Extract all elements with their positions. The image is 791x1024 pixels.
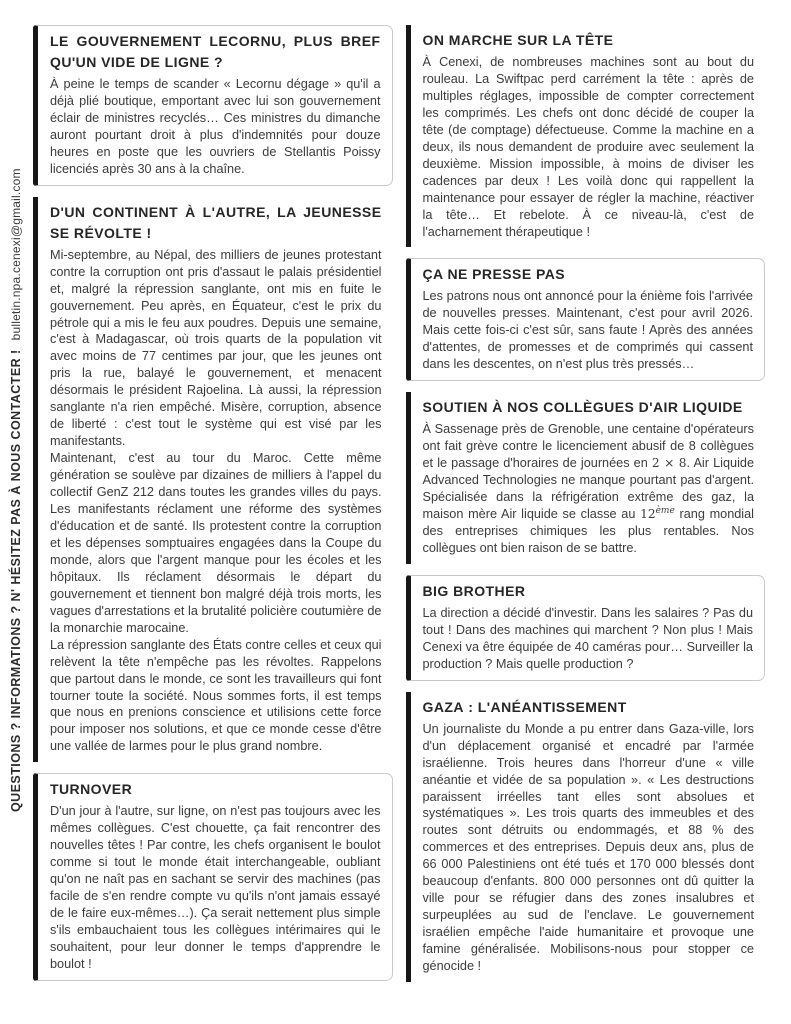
article-title: BIG BROTHER	[422, 582, 526, 599]
text-run-math: 2 × 8	[651, 456, 687, 471]
article-paragraph: Maintenant, c'est au tour du Maroc. Cette même génération se soulève par dizaines de milliers à l'appel du collectif GenZ 212 dans toutes les grandes villes du pays. Les manifestants réclament une réforme des systèmes d'éducation et de santé. Ils protestent contre la corruption et les dépenses somptuaires engagées dans la Coupe du monde, alors que l'argent manque pour les écoles et les hôpitaux. Ils réclament désormais le départ du gouvernement et tiennent bon malgré déjà trois morts, les vagues d'arrestations et la brutalité policière coutumière de la monarchie marocaine.	[50, 451, 382, 635]
contact-question-label: QUESTIONS ? INFORMATIONS ? N' HÉSITEZ PAS À NOUS CONTACTER !	[8, 349, 23, 812]
text-run: À Sassenage près de Grenoble, une centaine d'opérateurs ont fait grève contre le licenciement abusif de 8 collègues et le passage d'horaires de journées en	[422, 422, 754, 471]
article-title: SOUTIEN À NOS COLLÈGUES D'AIR LIQUIDE	[422, 399, 743, 416]
text-run-math: 12	[640, 507, 656, 522]
article-paragraph: À peine le temps de scander « Lecornu dégage » qu'il a déjà plié boutique, emportant avec lui son gouvernement éclair de ministres recyclés… Ces ministres du dimanche auront pourtant droit à plus d'indemnités pour douze heures en poste que les ouvriers de Stellantis Poissy licenciés après 30 ans à la chaîne.	[50, 77, 381, 176]
contact-strip	[3, 66, 28, 812]
article	[406, 392, 766, 564]
text-run: rang mondial des entreprises chimiques les plus rentables. Nos collègues ont bien raison de se battre.	[422, 507, 754, 555]
column-left	[33, 25, 393, 982]
article-title: LE GOUVERNEMENT LECORNU, PLUS BREF QU'UN VIDE DE LIGNE ?	[50, 33, 381, 70]
article	[33, 197, 393, 763]
article-paragraph: Un journaliste du Monde a pu entrer dans Gaza-ville, lors d'un déplacement organisé et encadré par l'armée israélienne. Trois heures dans l'horreur d'une « ville anéantie et vidée de sa population ». « Les destructions paraissent irréelles tant elles sont absolues et systématiques ». Les trois quarts des immeubles et des routes sont détruits ou endommagés, et 88 % des commerces et des entreprises. Depuis deux ans, plus de 66 000 Palestiniens ont été tués et 170 000 blessés dont beaucoup d'enfants. 800 000 personnes ont dû quitter la ville pour se réfugier dans des zones insalubres et surpeuplées au sud de l'enclave. Le gouvernement israélien empêche l'aide humanitaire et provoque une famine généralisée. Mobilisons-nous pour stopper ce génocide !	[422, 721, 754, 974]
article	[406, 692, 766, 982]
article-paragraph: La répression sanglante des États contre celles et ceux qui relèvent la tête n'empêche pas les révoltes. Rappelons que partout dans le monde, ce sont les travailleurs qui font tourner toute la société. Nous sommes forts, il est temps que nous en prenions conscience et utilisions cette force pour imposer nos solutions, et que ce monde cesse d'être une vallée de larmes pour le plus grand nombre.	[50, 637, 382, 754]
article	[406, 575, 766, 681]
article-paragraph: Les patrons nous ont annoncé pour la énième fois l'arrivée de nouvelles presses. Maintenant, c'est pour avril 2026. Mais cette fois-ci c'est sûr, sans faute ! Après des années d'attentes, de promesses et de comprimés qui cassent dans les descentes, on n'est plus très pressés…	[422, 289, 753, 372]
article-title: D'UN CONTINENT À L'AUTRE, LA JEUNESSE SE RÉVOLTE !	[50, 203, 382, 241]
article	[406, 25, 766, 247]
article-paragraph: La direction a décidé d'investir. Dans les salaires ? Pas du tout ! Dans des machines qui marchent ? Non plus ! Mais Cenexi va être équipée de 40 caméras pour… Surveiller la production ? Mais quelle production ?	[422, 605, 753, 671]
article-paragraph	[423, 421, 755, 557]
article-columns	[33, 25, 765, 982]
article	[406, 258, 766, 381]
article-title: ÇA NE PRESSE PAS	[422, 266, 566, 283]
article-title: ON MARCHE SUR LA TÊTE	[422, 32, 614, 48]
article	[33, 773, 393, 981]
article-title: TURNOVER	[50, 781, 133, 798]
article-paragraph: Mi-septembre, au Népal, des milliers de jeunes protestant contre la corruption ont pris d'assaut le palais présidentiel et, malgré la répression sanglante, ont mis en fuite le gouvernement. Peu après, en Équateur, c'est le prix du pétrole qui a mis le feu aux poudres. Depuis une semaine, c'est à Madagascar, où trois quarts de la population vit avec moins de 77 centimes par jour, que les jeunes ont pris la rue, balayé le gouvernement, et menacent désormais le président Rajoelina. Là aussi, la répression sanglante n'a rien empêché. Misère, corruption, absence de liberté : c'est tout le système qui est visé par les manifestants.	[50, 247, 382, 449]
column-right	[406, 25, 766, 982]
article-paragraph: D'un jour à l'autre, sur ligne, on n'est pas toujours avec les mêmes collègues. C'est chouette, ça fait rencontrer des nouvelles têtes ! Par contre, les chefs organisent le boulot comme si tout le monde était interchangeable, oubliant qu'on ne naît pas en sachant se servir des machines (pas facile de s'en rendre compte vu qu'ils n'ont jamais essayé de le faire eux-mêmes…). Ça serait nettement plus simple s'ils embauchaient tous les collègues intérimaires qui le souhaitent, pour leur donner le temps d'apprendre le boulot !	[50, 804, 381, 971]
article-paragraph: À Cenexi, de nombreuses machines sont au bout du rouleau. La Swiftpac perd carrément la tête : après de multiples réglages, impossible de compter correctement les comprimés. Les chefs ont donc décidé de couper la tête (de comptage) défectueuse. Comme la machine en a deux, ils nous demandent de produire avec seulement la deuxième. Mission impossible, à moins de diviser les cadences par deux ! Les voilà donc qui rappellent la maintenance pour essayer de régler la machine, réactiver la tête… Et rebelote. À ce niveau-là, c'est de l'acharnement thérapeutique !	[422, 55, 754, 239]
contact-email: bulletin.npa.cenexi@gmail.com	[8, 168, 23, 341]
text-run-math-sup: ème	[655, 505, 675, 516]
article	[33, 25, 393, 186]
article-title: GAZA : L'ANÉANTISSEMENT	[422, 698, 627, 715]
text-run: . Air Liquide Advanced Technologies ne manque pourtant pas d'argent. Spécialisée dans la réfrigération extrême des gaz, la maison mère Air liquide se classe au	[422, 456, 754, 522]
